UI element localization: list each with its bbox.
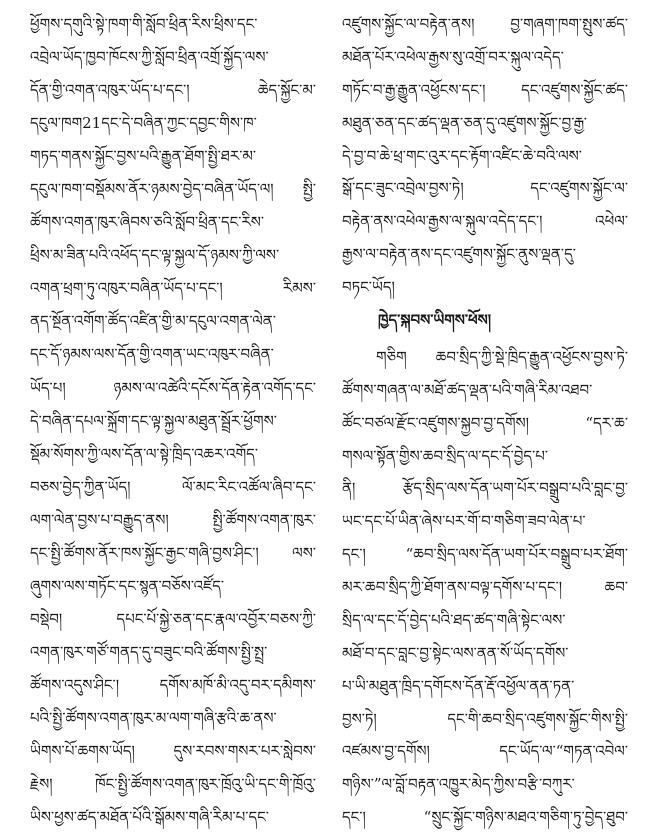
text-line: ཚོགས་གཞན་ལ་མཐོ་ཚད་ལྡན་པའི་གཞི་རིམ་འཐབ་ <box>342 380 593 399</box>
text-line: དེ་བཞིན་དཔལ་སྐྲོག་དང་ལྟ་སྐྱལ་མཐུན་སྦྲོར་ཕྱོགས་ <box>30 411 277 430</box>
text-line: འཛམས་བྱ་དགོས། དང་ཡོད་ལ་“གཏན་འབེལ་ <box>342 742 628 761</box>
text-line: རྗེས། ཁོང་སྤྱི་ཚོགས་འགན་ཁུར་ཁྲོའུ་ཡི་དང་གི་ཁྲོའུ་ <box>30 775 316 794</box>
text-line: དང་། “སྲུང་སྐྱོང་གཉིས་མཐའ་གཅིག་ཏུ་བྱེད་ཐུབ་ <box>342 808 628 827</box>
text-line: ཡང་དང་པོ་ཡིན་ཞེས་པར་གོ་བ་གཅིག་ཟབ་ལེན་པ་ <box>342 512 586 531</box>
text-line: ནི། རྩོད་སྲིད་ལས་དོན་ཡག་པོར་བསྒྲུབ་པའི་བླང་བྱ་ <box>342 479 628 498</box>
section-heading: ཁྱེད་སྐབས་ཡིགས་ཕོས། <box>378 310 492 329</box>
left-column <box>30 6 316 832</box>
text-line: བཏང་ཡོད། <box>342 278 395 296</box>
text-line: གཏད་གནས་སྐྱོང་བྱས་པའི་རྒྱུན་ཐོག་སྤྱི་ཐར་མ་ <box>30 147 257 166</box>
text-line: ལག་ལེན་བྱས་པ་བརྒྱུད་ནས། སྤྱི་ཚོགས་འགན་ཁུར་ <box>30 510 316 529</box>
text-line: སྒོ་དང་ཟུང་འབྲེལ་བྱས་ཏེ། དང་འཛུགས་སྐྱོང་ལ་ <box>342 179 628 198</box>
text-line: པ་ཡི་མཐུན་ཁྲིད་དགོངས་དོན་རྡོ་འཕྱོལ་ནན་ཏན་ <box>342 676 575 695</box>
text-line: ཚོང་བཙལ་རྫོང་འཛུགས་སྐྱབ་བྱ་དགོས། “དར་ཆ་ <box>342 413 628 432</box>
text-line: ཚོགས་འདུས་ཤིང་། དགོས་མཁོ་མི་འདུ་བར་དམིགས་ <box>30 675 316 694</box>
text-line: སྲིད་ལ་དང་དོ་བྱེད་པའི་ཐད་ཚད་གཞི་སྟེང་ལས་ <box>342 610 566 629</box>
text-line: རྒྱས་ལ་བརྟེན་ནས་དང་འཛུགས་སྐྱོང་ནུས་ལྡན་དུ་ <box>342 245 576 264</box>
text-line: ཡིས་ཕྱས་ཚད་མཐོན་པོའི་སྒོམས་གཞི་རིམ་པ་དང་ <box>30 808 269 827</box>
text-line: ཚོགས་འགན་ཁུར་ཞིབས་ཅའི་སློབ་ཕྲིན་དང་རིས་ <box>30 213 265 232</box>
text-line: དོན་གྱི་འགན་འཁུར་ཡོད་པ་དང་། ཆེད་སྐྱོང་མ་ <box>30 81 316 100</box>
right-column <box>342 6 628 832</box>
text-line: མཐོན་པོར་འཕེལ་རྒྱས་སུ་འགྲོ་བར་སྐུལ་འདེད་ <box>342 47 564 66</box>
text-line: འགན་ཕྲག་ཏུ་འཁུར་བཞིན་ཡོད་པ་དང་། རིམས་ <box>30 279 316 298</box>
text-line: འབྲེལ་ཡོད་ཁྱབ་ཁོངས་ཀྱི་སློབ་ཕྲིན་འགྲོ་སྐྱོད་ལས་ <box>30 48 269 67</box>
text-line: བསྡེབ། དཔང་པོ་སྐྱེ་ཅན་དང་རྣལ་འབྱོར་བཅས་ཀྱི་ <box>30 609 316 628</box>
text-line: མཐུན་ཅན་དང་ཚད་ལྡན་ཅན་དུ་འཛུགས་སྐྱོང་བྱ་རྒྱ་ <box>342 113 587 132</box>
text-line: གསལ་སྟོན་གྱིས་ཆབ་སྲིད་ལ་དང་དོ་བྱེད་པ་ <box>342 446 549 465</box>
text-line: གཉིས་”ལ་བློ་བརྟན་འཁྱུར་མེད་ཀྱིས་བརྩི་བཀུར་ <box>342 775 575 794</box>
text-line: ཞུགས་ལས་གཏོང་དང་སྙན་བཅོས་འཛོད་ <box>30 576 225 595</box>
text-line: བྱས་ཏེ། དང་གི་ཆབ་སྲིད་འཛུགས་སྐྱོང་གིས་སྤྱི་ <box>342 709 628 728</box>
text-line: བརྟེན་ནས་འཕེལ་རྒྱས་ལ་སྐུལ་འདེད་དང་། འཕེལ་ <box>342 212 628 231</box>
text-line: བཅས་བྱེད་ཀྱིན་ཡོད། ལོ་མང་རིང་འཚོལ་ཞིབ་དང་ <box>30 477 316 496</box>
text-line: སྡོམ་སོགས་ཀྱི་ལས་དོན་ལ་སྟེ་ཁྲིད་འཆར་འགོད་ <box>30 444 259 463</box>
text-line: དེ་བྱ་བ་ཆེ་ཕྲ་གང་འུར་དང་རྟོག་འཛིང་ཆེ་བའི་ལས་ <box>342 146 582 165</box>
text-line: དང་སྤྱི་ཚོགས་ནོར་ཁས་སྐྱོང་རྒྱང་གཞི་བྱས་ཤིང་། ལས་ <box>30 543 316 562</box>
text-line: འགན་ཁུར་གཙོ་གནད་དུ་བཟུང་བའི་ཚོགས་སྤྱི་སྤྲ་ <box>30 642 268 661</box>
text-line: དངུལ་ཁག་བསྡོམས་ནོར་ཉམས་བྱེད་བཞིན་ཡོད་ལ། སྤྱི་ <box>30 180 316 199</box>
text-line: ཕྱོགས་དགུའི་སྟེ་ཁག་གི་སློབ་ཕྲིན་རིས་ཕྲིས་དང་ <box>30 15 258 33</box>
text-line: ཕྲིས་མ་ཟིན་པའི་འཕོད་དང་ལྟ་སྐྱལ་དོ་ཉམས་ཀྱི་ལས་ <box>30 246 280 265</box>
text-line: ཡོད་པ། ཉམས་ལ་འཚེའི་དངོས་དོན་རྟེན་འགོད་དང་ <box>30 378 316 397</box>
text-line: གཏོང་བ་རྒྱ་རྒྱུན་འཕྱོངས་དང་། དང་འཛུགས་སྐྱོང་ཚད་ <box>342 80 628 99</box>
text-line: ཡིགས་པོ་ཆགས་ཡོད། དུས་རབས་གསར་པར་སླེབས་ <box>30 742 316 761</box>
text-line: དང་། “ཆབ་སྲིད་ལས་དོན་ཡག་པོར་བསྒྲུབ་པར་ཐོག་ <box>342 545 628 564</box>
text-line: དང་དོ་ཉམས་ལས་དོན་གྱི་འགན་ཡང་འཁུར་བཞིན་ <box>30 345 274 364</box>
text-line: དངུལ་ཁག21དང་དེ་བཞིན་ཀྱང་དབྱང་གིས་ཁ་ <box>30 114 257 133</box>
text-line: པའི་སྤྱི་ཚོགས་འགན་ཁུར་མ་ལག་གཞི་རྩའི་ཆ་ནས་ <box>30 708 277 727</box>
text-line: མར་ཆབ་སྲིད་ཀྱི་ཐོག་ནས་བལྟ་དགོས་པ་དང་། ཆབ་ <box>342 578 628 596</box>
text-line: གཅིག ཆབ་སྲིད་ཀྱི་སྡེ་ཁྲིད་རྒྱུན་འཕྱོངས་བྱས་ཏེ་ <box>376 347 628 366</box>
text-line: མཐོ་བ་དང་བླང་བྱ་སྟེང་ལས་ནན་སོ་ཡོད་དགོས་ <box>342 643 569 662</box>
text-line: འཛུགས་སྐྱོང་ལ་བརྟེན་ནས། བྱ་གཞག་ཁག་སྤུས་ཚད་ <box>342 15 628 33</box>
text-line: ནད་སྔོན་འགོག་ཚོད་འཛིན་གྱི་མ་དངུལ་འགན་ལེན་ <box>30 312 276 331</box>
